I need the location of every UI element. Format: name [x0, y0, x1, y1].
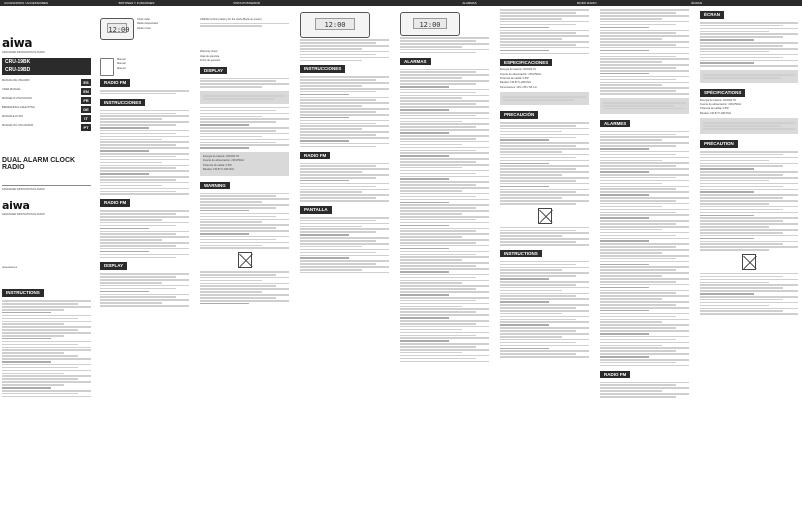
header-cell — [344, 0, 459, 6]
note-box — [700, 70, 798, 83]
section-heading: RADIO FM — [300, 152, 330, 160]
spec-line: Dimensiones: 125 x 88 x 58 mm — [500, 85, 538, 89]
cover-footer: ADVANCED INNOVATION IN AUDIO — [2, 185, 91, 191]
warranty-label: Fiche de garantie — [200, 59, 221, 63]
box-item: Clock radio — [137, 18, 150, 21]
spec-line: Potencia de salida: 0.5W — [203, 163, 232, 167]
spec-line: Energía de bateria: CR2032 3V — [203, 154, 240, 158]
header-cell: MODO RADIO — [576, 1, 597, 5]
header-cell: ALARMAS — [462, 1, 477, 5]
section-heading: PANTALLA — [300, 206, 332, 214]
rear-view-image: 12:00 — [300, 12, 370, 38]
clock-radio-image: 12:00 — [100, 18, 134, 40]
section-heading: INSTRUCTIONS — [2, 289, 44, 297]
box-item: Radio despertador — [137, 22, 159, 26]
language-label: BEDIENUNGS-ANLEITUNG — [2, 105, 35, 109]
header-cell: VISTA POSTERIOR — [233, 1, 260, 5]
spec-line: Energía de bateria: CR2032 3V — [700, 98, 737, 102]
language-code: FR — [81, 97, 91, 104]
spec-line: Bandas: FM 87.5-108 MHz — [203, 168, 234, 172]
section-heading: DISPLAY — [100, 262, 127, 270]
language-label: MANUAL DE USUARIO — [2, 78, 30, 82]
specs-box — [200, 152, 289, 176]
section-heading: RADIO FM — [600, 371, 630, 379]
section-heading: ÉCRAN — [700, 11, 724, 19]
spec-line: Potencia de salida: 0.5W — [500, 77, 529, 81]
spec-line: Fuente de alimentación: 230V/50Hz — [700, 103, 742, 106]
section-heading: INSTRUCCIONES — [100, 99, 145, 107]
section-heading: INSTRUCTIONS — [500, 250, 542, 258]
wee-bin-icon — [538, 208, 552, 224]
language-label: MANUALE D'USO — [2, 114, 24, 118]
wee-bin-icon — [238, 252, 252, 268]
accessories-panel — [100, 8, 189, 523]
controls-panel — [200, 8, 289, 523]
box-item: CR2032 Lithium battery for the clock (Back-up power) — [200, 18, 262, 21]
brand-tagline-small: ADVANCED INNOVATION IN AUDIO — [2, 212, 45, 216]
language-code: ES — [81, 79, 91, 86]
note-box — [600, 98, 689, 114]
spec-line: Energía de bateria: CR2032 3V — [500, 68, 537, 72]
language-code: PT — [81, 124, 91, 131]
language-code: DE — [81, 106, 91, 113]
section-heading: INSTRUCCIONES — [300, 65, 345, 73]
spec-line: Potencia de salida: 0.5W — [700, 107, 729, 111]
section-heading: PRECAUCIÓN — [500, 111, 538, 119]
manual-label: Manual — [117, 58, 126, 61]
specifications-panel — [500, 8, 589, 523]
section-heading: DISPLAY — [200, 67, 227, 75]
box-item: Radio réveil — [137, 26, 151, 30]
language-label: USER MANUAL — [2, 87, 21, 91]
manual-icon — [100, 58, 114, 76]
model-number-alt: CRU-19BD — [2, 66, 91, 74]
spec-line: Bandas: FM 87.5-108 MHz — [500, 81, 531, 85]
language-list — [2, 79, 91, 131]
brand-tagline: ADVANCED INNOVATION IN AUDIO — [2, 51, 45, 54]
spec-line: Fuente de alimentación: 230V/50Hz — [500, 72, 542, 76]
top-header-bar — [0, 0, 802, 6]
note-box — [700, 118, 798, 134]
header-cell: ÉCRAN — [691, 1, 702, 5]
section-heading: ESPECIFICACIONES — [500, 59, 552, 67]
product-title: DUAL ALARM CLOCK RADIO — [2, 156, 76, 171]
note-box — [200, 91, 289, 104]
section-heading: WARNING — [200, 182, 230, 190]
cover-panel — [2, 8, 91, 523]
language-label: MANUEL D'UTILISATION — [2, 96, 32, 100]
wee-bin-icon — [742, 254, 756, 270]
spec-line: Bandas: FM 87.5-108 MHz — [700, 111, 731, 115]
language-code: EN — [81, 88, 91, 95]
front-view-image: 12:00 — [400, 12, 460, 36]
warranty-label: Warranty sheet — [200, 50, 218, 54]
section-heading: PRÉCAUTION — [700, 140, 738, 148]
model-number: CRU-19BK — [2, 58, 91, 66]
spec-line: Fuente de alimentación: 230V/50Hz — [203, 159, 245, 163]
section-heading: ALARMAS — [400, 58, 431, 66]
section-heading: ALARMES — [600, 120, 630, 128]
section-heading: SPÉCIFICATIONS — [700, 89, 745, 97]
note-box — [500, 92, 589, 105]
rear-panel — [300, 8, 389, 523]
section-heading: RADIO FM — [100, 199, 130, 207]
header-cell: ACCESORIOS / ACCESSOIRES — [4, 1, 49, 5]
language-label: MANUAL DO UTILIZADOR — [2, 123, 34, 127]
language-code: IT — [81, 115, 91, 122]
section-heading: RADIO FM — [100, 79, 130, 87]
alarms-panel — [400, 8, 489, 523]
ecran-panel — [700, 8, 798, 523]
radio-mode-panel — [600, 8, 689, 523]
warranty-label: Hoja de garantía — [200, 54, 220, 58]
brand-logo-small: aiwa — [2, 198, 30, 212]
brand-logo: aiwa — [2, 36, 33, 50]
manual-label: Manuel — [117, 66, 126, 70]
web-url[interactable]: www.aiwa.es — [2, 265, 17, 269]
manual-label: Manual — [117, 62, 126, 66]
header-cell: BOTONES Y FUNCIONES — [118, 1, 155, 5]
